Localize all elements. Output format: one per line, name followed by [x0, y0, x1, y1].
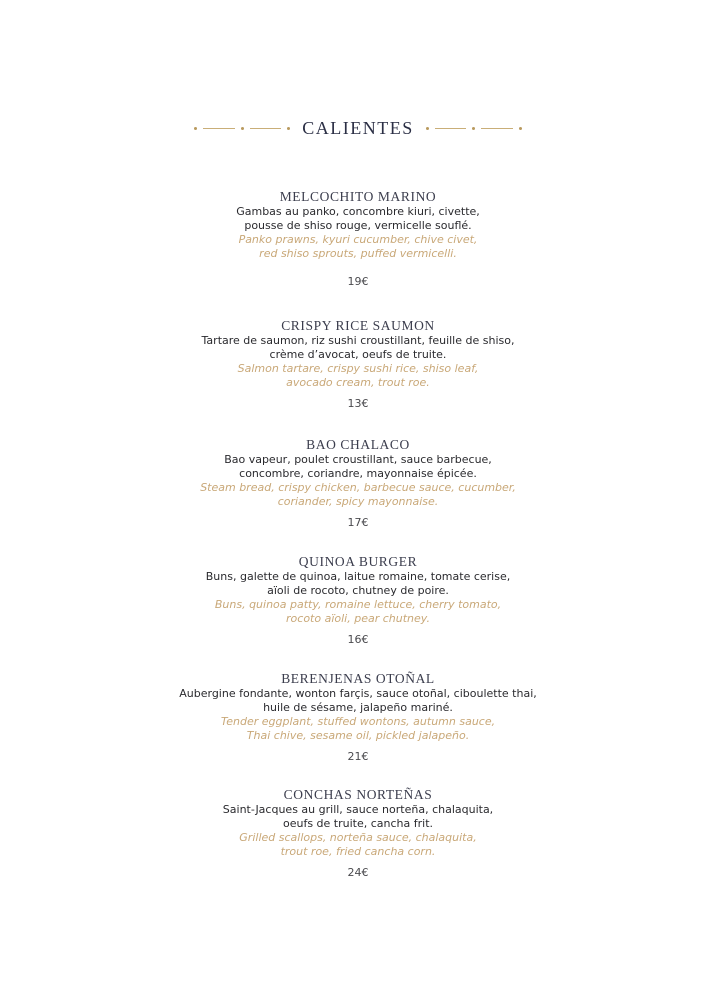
dish-description-en: Buns, quinoa patty, romaine lettuce, cherry tomato, rocoto aïoli, pear chutney.: [214, 598, 502, 625]
dish-price: 16€: [347, 633, 369, 646]
dish-price: 19€: [347, 275, 369, 288]
dish-price: 13€: [347, 397, 369, 410]
dish-item: [0, 437, 716, 530]
dish-description-fr: Gambas au panko, concombre kiuri, civette, pousse de shiso rouge, vermicelle souflé.: [236, 205, 480, 232]
dish-name: BERENJENAS OTOÑAL: [281, 671, 435, 686]
dish-description-en: Panko prawns, kyuri cucumber, chive civet, red shiso sprouts, puffed vermicelli.: [238, 233, 478, 260]
dish-description-fr: Tartare de saumon, riz sushi croustillant, feuille de shiso, crème d’avocat, oeufs de truite.: [201, 334, 515, 361]
dish-item: [0, 787, 716, 880]
dish-description-fr: Aubergine fondante, wonton farçis, sauce otoñal, ciboulette thai, huile de sésame, jalapeño mariné.: [179, 687, 537, 714]
dish-name: QUINOA BURGER: [298, 554, 418, 569]
dish-price: 17€: [347, 516, 369, 529]
section-header: [0, 116, 716, 140]
dish-price: 24€: [347, 866, 369, 879]
dish-description-en: Grilled scallops, norteña sauce, chalaquita, trout roe, fried cancha corn.: [239, 831, 477, 858]
dish-description-en: Steam bread, crispy chicken, barbecue sauce, cucumber, coriander, spicy mayonnaise.: [200, 481, 516, 508]
dish-item: [0, 554, 716, 647]
dish-name: MELCOCHITO MARINO: [279, 189, 437, 204]
dish-description-fr: Saint-Jacques au grill, sauce norteña, chalaquita, oeufs de truite, cancha frit.: [222, 803, 494, 830]
dish-description-en: Tender eggplant, stuffed wontons, autumn sauce, Thai chive, sesame oil, pickled jalapeño.: [220, 715, 496, 742]
section-title: CALIENTES: [302, 118, 414, 138]
dish-description-en: Salmon tartare, crispy sushi rice, shiso leaf, avocado cream, trout roe.: [237, 362, 479, 389]
dish-price: 21€: [347, 750, 369, 763]
dish-item: [0, 318, 716, 411]
ornament-right-icon: [426, 123, 522, 133]
dish-name: CRISPY RICE SAUMON: [281, 318, 435, 333]
dish-item: [0, 671, 716, 764]
ornament-left-icon: [194, 123, 290, 133]
dish-description-fr: Bao vapeur, poulet croustillant, sauce barbecue, concombre, coriandre, mayonnaise épicée.: [224, 453, 492, 480]
dish-description-fr: Buns, galette de quinoa, laitue romaine, tomate cerise, aïoli de rocoto, chutney de poire.: [205, 570, 511, 597]
dish-name: BAO CHALACO: [306, 437, 410, 452]
dish-item: [0, 189, 716, 289]
dish-name: CONCHAS NORTEÑAS: [283, 787, 433, 802]
